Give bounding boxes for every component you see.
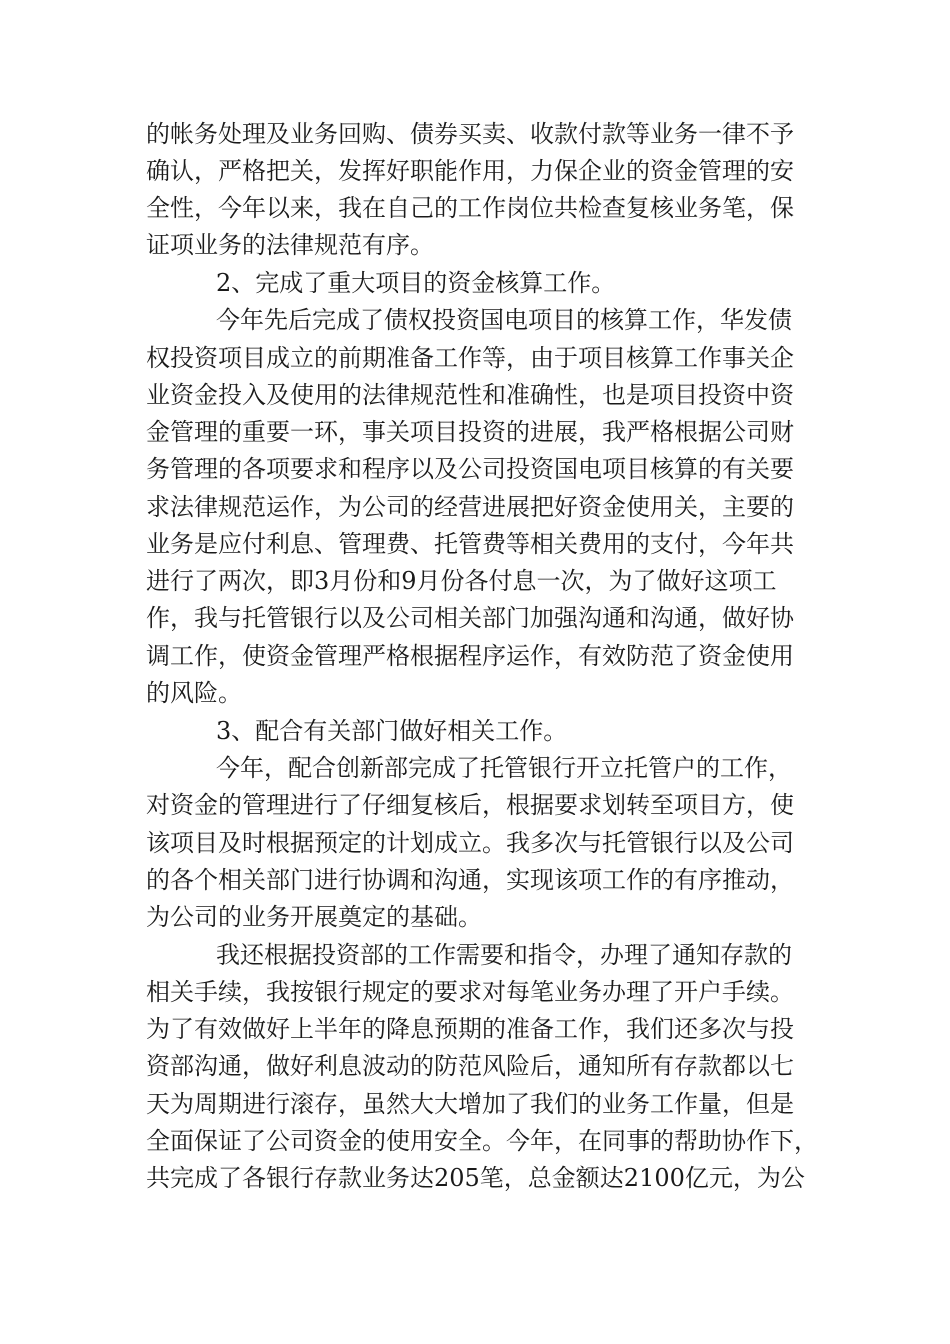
text-line: 确认，严格把关，发挥好职能作用，力保企业的资金管理的安 [146, 157, 794, 185]
text-line: 调工作，使资金管理严格根据程序运作，有效防范了资金使用 [146, 642, 794, 670]
text-line: 金管理的重要一环，事关项目投资的进展，我严格根据公司财 [146, 418, 794, 446]
text-line: 作，我与托管银行以及公司相关部门加强沟通和沟通，做好协 [146, 604, 794, 632]
text-line: 的各个相关部门进行协调和沟通，实现该项工作的有序推动， [146, 866, 794, 894]
paragraph-first-line: 今年，配合创新部完成了托管银行开立托管户的工作， [216, 754, 792, 782]
text-line: 务管理的各项要求和程序以及公司投资国电项目核算的有关要 [146, 455, 794, 483]
text-line: 证项业务的法律规范有序。 [146, 231, 434, 259]
text-line: 业务是应付利息、管理费、托管费等相关费用的支付，今年共 [146, 530, 794, 558]
section-heading: 2、完成了重大项目的资金核算工作。 [216, 269, 616, 297]
text-line: 对资金的管理进行了仔细复核后，根据要求划转至项目方，使 [146, 791, 794, 819]
text-line: 的风险。 [146, 679, 242, 707]
text-line: 天为周期进行滚存，虽然大大增加了我们的业务工作量，但是 [146, 1090, 794, 1118]
text-line: 该项目及时根据预定的计划成立。我多次与托管银行以及公司 [146, 829, 794, 857]
text-line: 共完成了各银行存款业务达205笔，总金额达2100亿元，为公 [146, 1164, 805, 1192]
text-line: 全性，今年以来，我在自己的工作岗位共检查复核业务笔，保 [146, 194, 794, 222]
paragraph-first-line: 我还根据投资部的工作需要和指令，办理了通知存款的 [216, 941, 792, 969]
text-line: 的帐务处理及业务回购、债券买卖、收款付款等业务一律不予 [146, 120, 794, 148]
text-line: 相关手续，我按银行规定的要求对每笔业务办理了开户手续。 [146, 978, 794, 1006]
text-line: 权投资项目成立的前期准备工作等，由于项目核算工作事关企 [146, 344, 794, 372]
paragraph-first-line: 今年先后完成了债权投资国电项目的核算工作，华发债 [216, 306, 792, 334]
text-line: 资部沟通，做好利息波动的防范风险后，通知所有存款都以七 [146, 1052, 794, 1080]
text-line: 业资金投入及使用的法律规范性和准确性，也是项目投资中资 [146, 381, 794, 409]
text-line: 进行了两次，即3月份和9月份各付息一次，为了做好这项工 [146, 567, 777, 595]
text-line: 求法律规范运作，为公司的经营进展把好资金使用关，主要的 [146, 493, 794, 521]
text-line: 为了有效做好上半年的降息预期的准备工作，我们还多次与投 [146, 1015, 794, 1043]
text-line: 为公司的业务开展奠定的基础。 [146, 903, 482, 931]
section-heading: 3、配合有关部门做好相关工作。 [216, 717, 568, 745]
text-line: 全面保证了公司资金的使用安全。今年，在同事的帮助协作下， [146, 1127, 818, 1155]
